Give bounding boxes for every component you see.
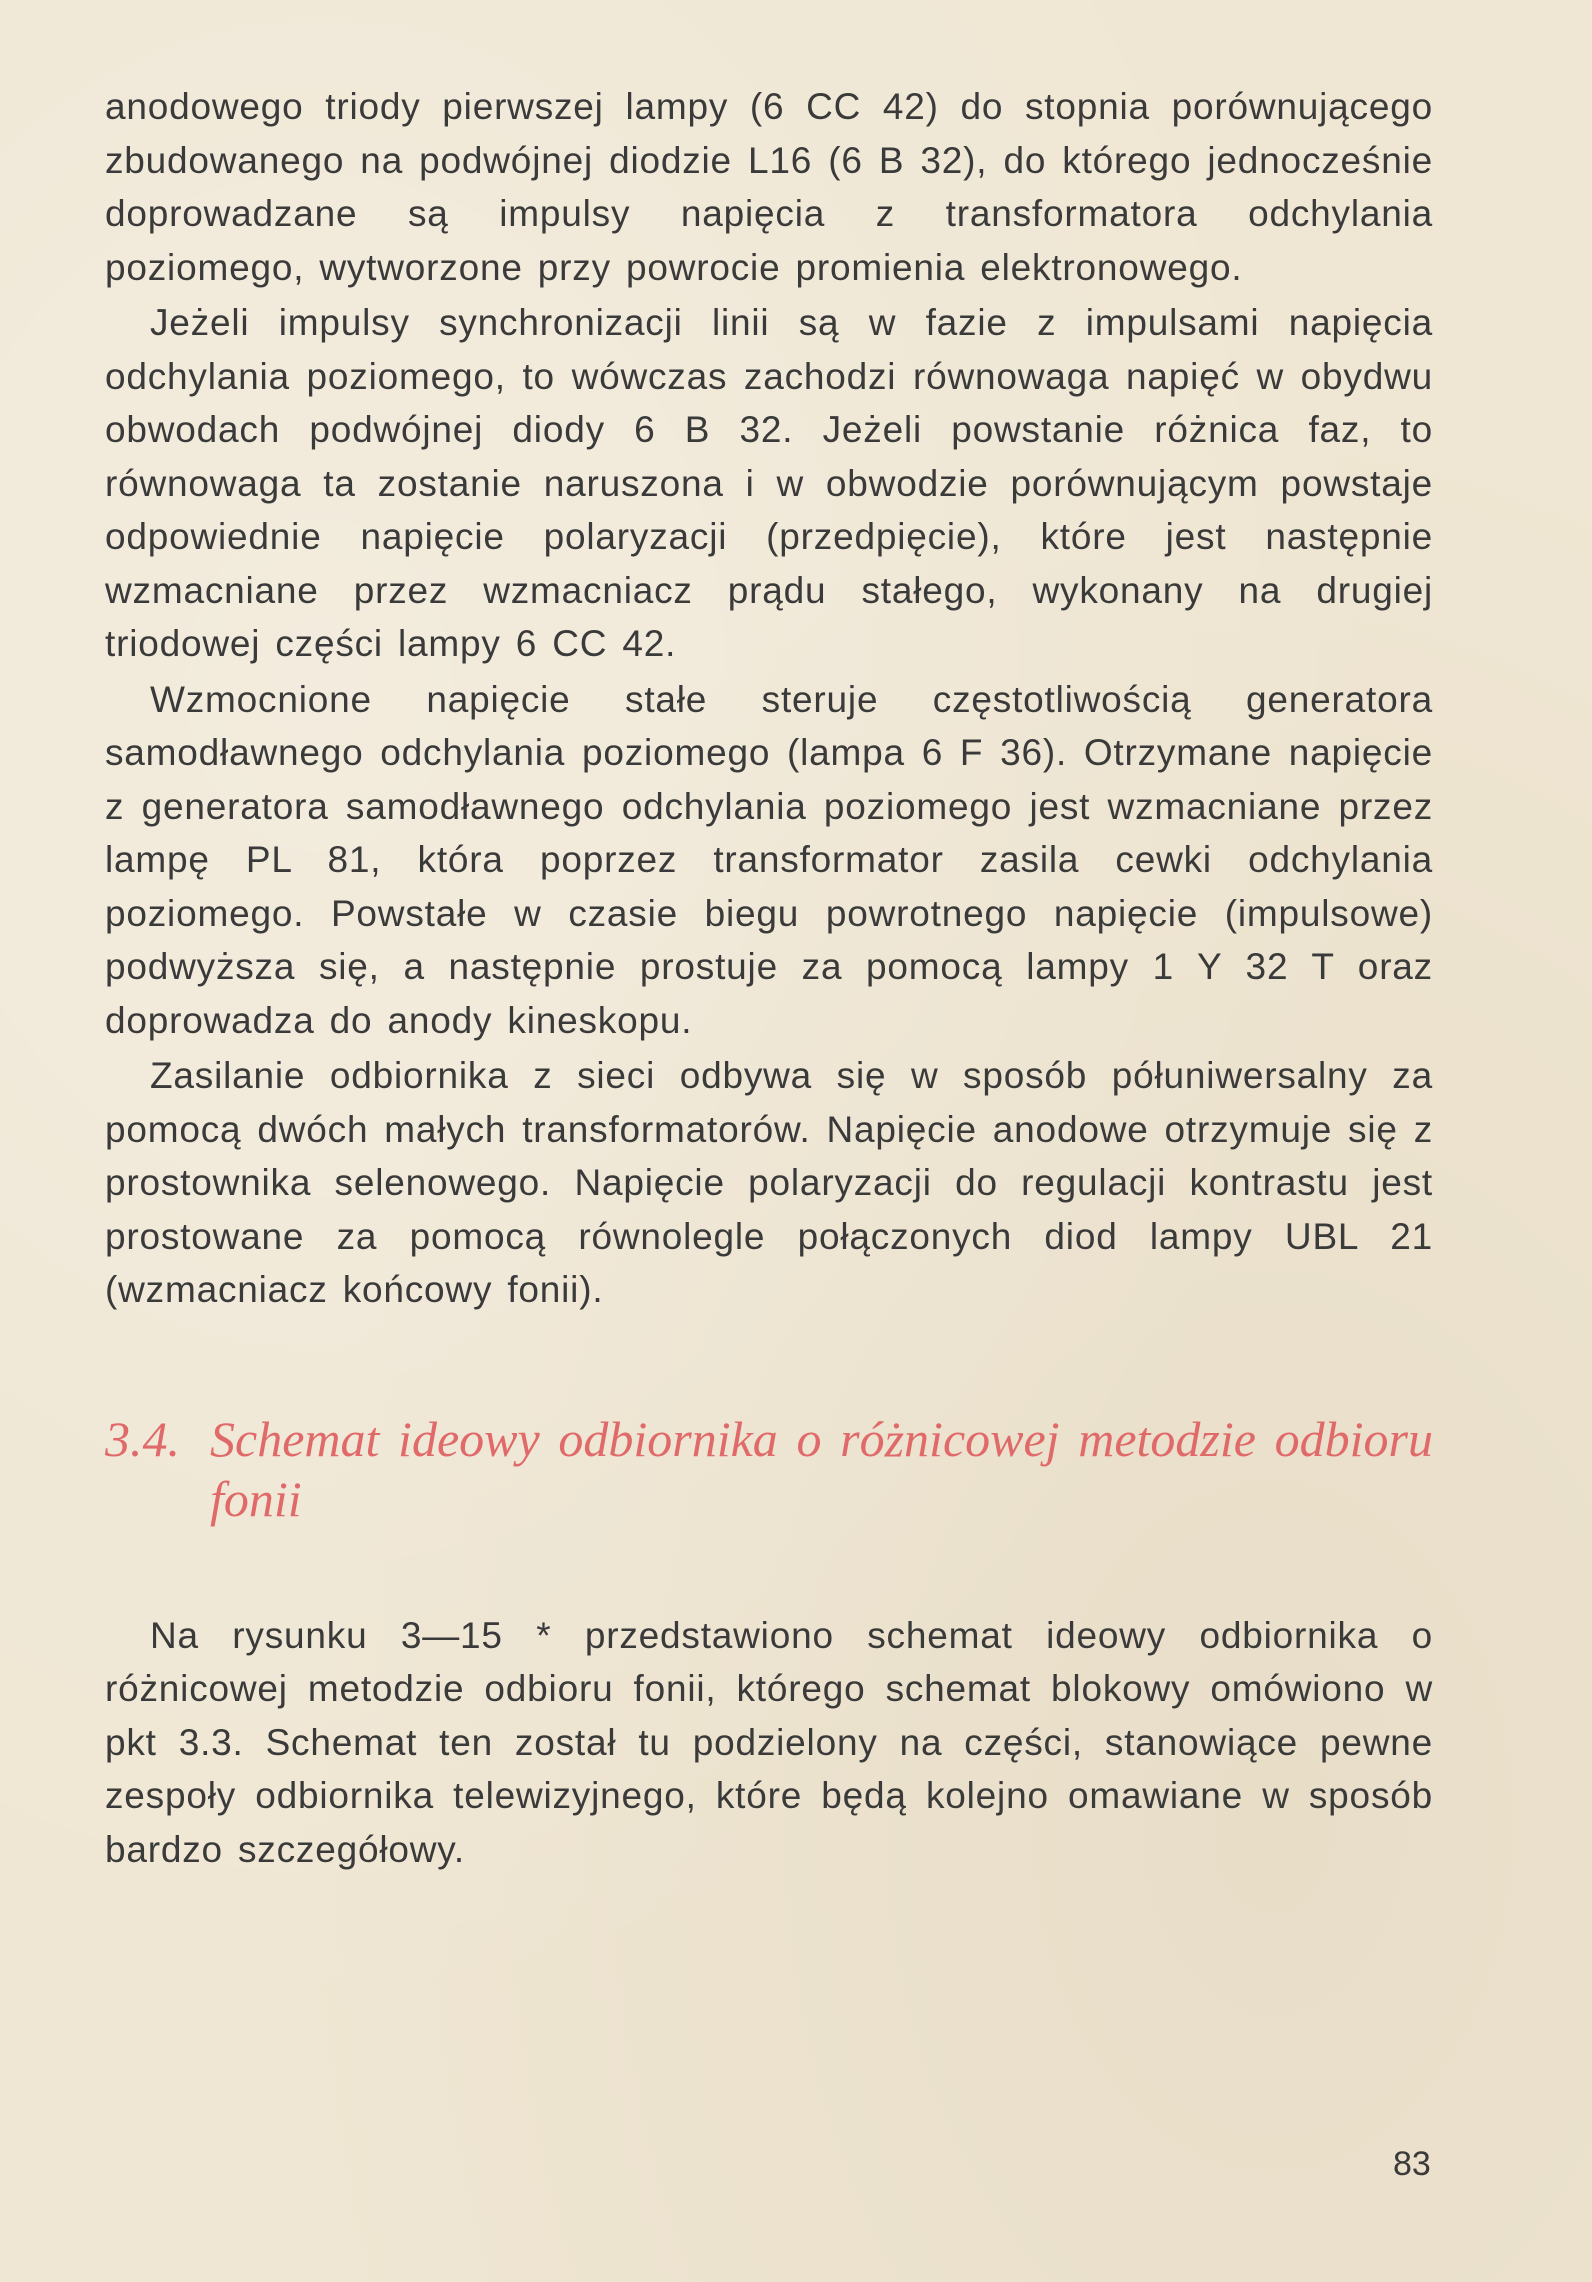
section-heading	[105, 1409, 1433, 1529]
paragraph-continuation: anodowego triody pierwszej lampy (6 CC 42) do stopnia porównującego zbudowanego na podwójnej diodzie L16 (6 B 32), do którego jednocześnie doprowadzane są impulsy napięcia z transformatora odchylania poziomego, wytworzone przy powrocie promienia elektronowego.	[105, 86, 1433, 288]
page-number: 83	[1393, 2145, 1431, 2183]
paragraph-synchronization: Jeżeli impulsy synchronizacji linii są w fazie z impulsami napięcia odchylania poziomego, to wówczas zachodzi równowaga napięć w obydwu obwodach podwójnej diody 6 B 32. Jeżeli powstanie różnica faz, to równowaga ta zostanie naruszona i w obwodzie porównującym powstaje odpowiednie napięcie polaryzacji (przedpięcie), które jest następnie wzmacniane przez wzmacniacz prądu stałego, wykonany na drugiej triodowej części lampy 6 CC 42.	[105, 302, 1433, 664]
paragraph-power-supply: Zasilanie odbiornika z sieci odbywa się w sposób półuniwersalny za pomocą dwóch małych transformatorów. Napięcie anodowe otrzymuje się z prostownika selenowego. Napięcie polaryzacji do regulacji kontrastu jest prostowane za pomocą równolegle połączonych diod lampy UBL 21 (wzmacniacz końcowy fonii).	[105, 1055, 1433, 1310]
paragraph-section-intro: Na rysunku 3—15 * przedstawiono schemat ideowy odbiornika o różnicowej metodzie odbioru fonii, którego schemat blokowy omówiono w pkt 3.3. Schemat ten został tu podzielony na części, stanowiące pewne zespoły odbiornika telewizyjnego, które będą kolejno omawiane w sposób bardzo szczegółowy.	[105, 1614, 1433, 1870]
paragraph-amplified-voltage: Wzmocnione napięcie stałe steruje częstotliwością generatora samodławnego odchylania poziomego (lampa 6 F 36). Otrzymane napięcie z generatora samodławnego odchylania poziomego jest wzmacniane przez lampę PL 81, która poprzez transformator zasila cewki odchylania poziomego. Powstałe w czasie biegu powrotnego napięcie (impulsowe) podwyższa się, a następnie prostuje za pomocą lampy 1 Y 32 T oraz doprowadza do anody kineskopu.	[105, 678, 1433, 1041]
page-content	[105, 80, 1433, 1876]
section-title: Schemat ideowy odbiornika o różnicowej metodzie odbioru fonii	[210, 1410, 1433, 1527]
section-number: 3.4.	[105, 1410, 180, 1467]
